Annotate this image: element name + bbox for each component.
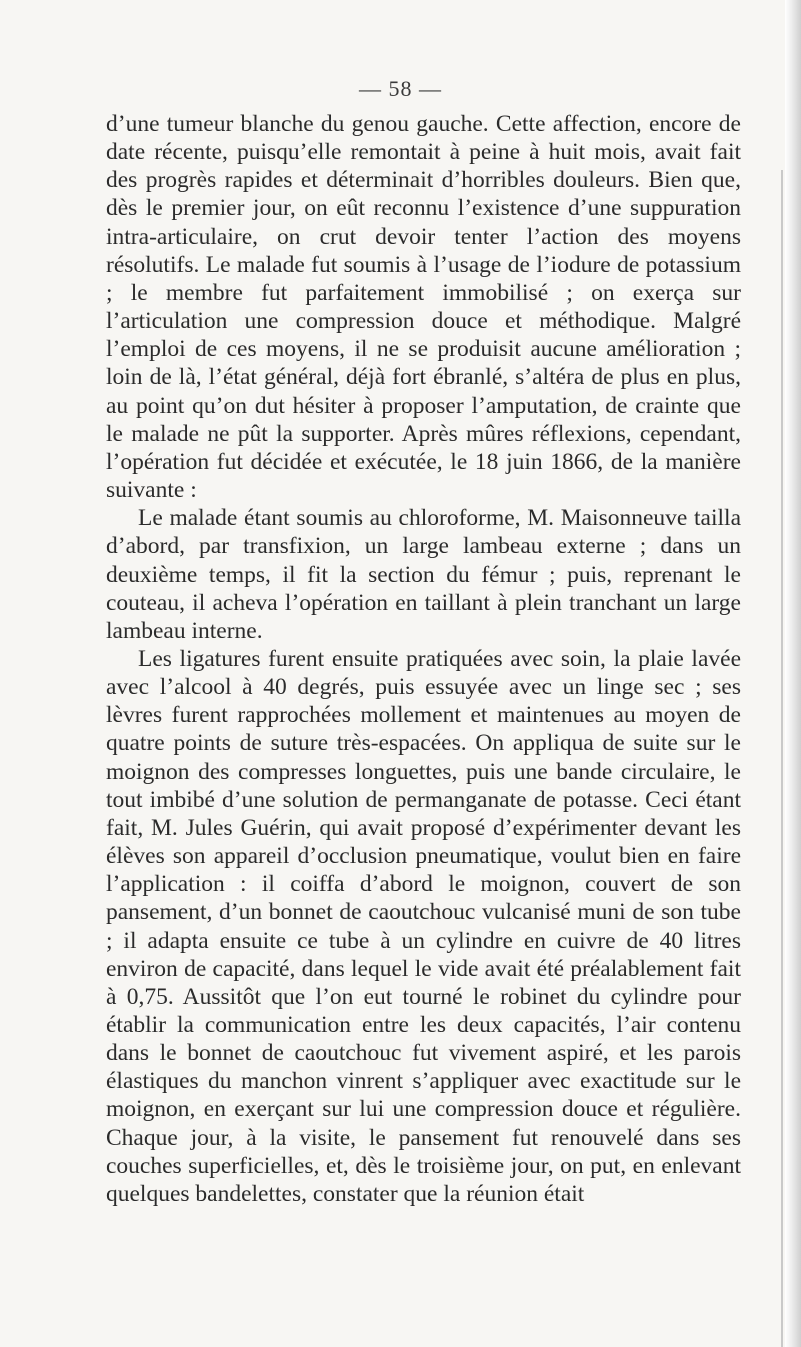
- body-text: [106, 110, 741, 1208]
- paragraph-2: Le malade étant soumis au chloroforme, M. Maisonneuve tailla d’abord, par transfixion, un large lambeau externe ; dans un deuxième temps, il fit la section du fémur ; puis, reprenant le couteau, il acheva l’opération en taillant à plein tranchant un large lambeau interne.: [106, 505, 741, 644]
- paragraph-3: Les ligatures furent ensuite pratiquées avec soin, la plaie lavée avec l’alcool à 40 degrés, puis essuyée avec un linge sec ; ses lèvres furent rapprochées mollement et maintenues au moyen de quatre points de suture très-espacées. On appliqua de suite sur le moignon des compresses longuettes, puis une bande circulaire, le tout imbibé d’une solution de permanganate de potasse. Ceci étant fait, M. Jules Guérin, qui avait proposé d’expérimenter devant les élèves son appareil d’occlusion pneumatique, voulut bien en faire l’application : il coiffa d’abord le moignon, couvert de son pansement, d’un bonnet de caoutchouc vulcanisé muni de son tube ; il adapta ensuite ce tube à un cylindre en cuivre de 40 litres environ de capacité, dans lequel le vide avait été préalablement fait à 0,75. Aussitôt que l’on eut tourné le robinet du cylindre pour établir la communication entre les deux capacités, l’air contenu dans le bonnet de caoutchouc fut vivement aspiré, et les parois élastiques du manchon vinrent s’appliquer avec exactitude sur le moignon, en exerçant sur lui une compression douce et régulière. Chaque jour, à la visite, le pansement fut renouvelé dans ses couches superficielles, et, dès le troisième jour, on put, en enlevant quelques bandelettes, constater que la réunion était: [106, 645, 741, 1207]
- adjacent-page-edge: [785, 0, 801, 1347]
- page-edge-line: [781, 170, 783, 1347]
- page-number: — 58 —: [359, 76, 442, 101]
- paragraph-1: d’une tumeur blanche du genou gauche. Cette affection, encore de date récente, puisqu’elle remontait à peine à huit mois, avait fait des progrès rapides et déterminait d’horribles douleurs. Bien que, dès le premier jour, on eût reconnu l’existence d’une suppuration intra-articulaire, on crut devoir tenter l’action des moyens résolutifs. Le malade fut soumis à l’usage de l’iodure de potassium ; le membre fut parfaitement immobilisé ; on exerça sur l’articulation une compression douce et méthodique. Malgré l’emploi de ces moyens, il ne se produisit aucune amélioration ; loin de là, l’état général, déjà fort ébranlé, s’altéra de plus en plus, au point qu’on dut hésiter à proposer l’amputation, de crainte que le malade ne pût la supporter. Après mûres réflexions, cependant, l’opération fut décidée et exécutée, le 18 juin 1866, de la manière suivante :: [106, 111, 741, 504]
